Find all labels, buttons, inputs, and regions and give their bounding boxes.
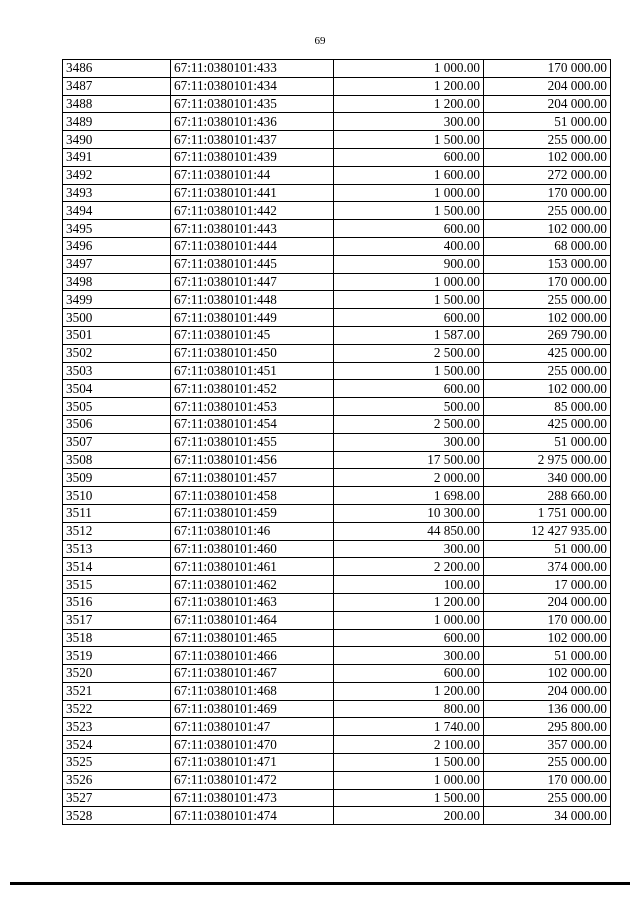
cadastral-value-cell: 102 000.00 xyxy=(484,380,611,398)
row-number-cell: 3528 xyxy=(63,807,171,825)
area-cell: 1 500.00 xyxy=(334,291,484,309)
table-row xyxy=(63,469,611,487)
cadastral-value-cell: 1 751 000.00 xyxy=(484,504,611,522)
cadastral-number-cell: 67:11:0380101:459 xyxy=(171,504,334,522)
table-row xyxy=(63,184,611,202)
row-number-cell: 3520 xyxy=(63,665,171,683)
area-cell: 2 100.00 xyxy=(334,736,484,754)
area-cell: 2 500.00 xyxy=(334,415,484,433)
area-cell: 1 500.00 xyxy=(334,131,484,149)
area-cell: 1 500.00 xyxy=(334,362,484,380)
area-cell: 1 200.00 xyxy=(334,95,484,113)
cadastral-number-cell: 67:11:0380101:436 xyxy=(171,113,334,131)
area-cell: 44 850.00 xyxy=(334,522,484,540)
cadastral-number-cell: 67:11:0380101:437 xyxy=(171,131,334,149)
row-number-cell: 3511 xyxy=(63,504,171,522)
row-number-cell: 3518 xyxy=(63,629,171,647)
row-number-cell: 3494 xyxy=(63,202,171,220)
row-number-cell: 3503 xyxy=(63,362,171,380)
area-cell: 600.00 xyxy=(334,380,484,398)
table-row xyxy=(63,309,611,327)
table-row xyxy=(63,273,611,291)
cadastral-number-cell: 67:11:0380101:466 xyxy=(171,647,334,665)
area-cell: 2 200.00 xyxy=(334,558,484,576)
row-number-cell: 3521 xyxy=(63,682,171,700)
cadastral-number-cell: 67:11:0380101:474 xyxy=(171,807,334,825)
cadastral-number-cell: 67:11:0380101:458 xyxy=(171,487,334,505)
row-number-cell: 3500 xyxy=(63,309,171,327)
cadastral-value-cell: 85 000.00 xyxy=(484,398,611,416)
cadastral-number-cell: 67:11:0380101:453 xyxy=(171,398,334,416)
table-row xyxy=(63,202,611,220)
cadastral-value-cell: 170 000.00 xyxy=(484,184,611,202)
table-row xyxy=(63,754,611,772)
row-number-cell: 3527 xyxy=(63,789,171,807)
row-number-cell: 3504 xyxy=(63,380,171,398)
cadastral-value-cell: 170 000.00 xyxy=(484,611,611,629)
cadastral-number-cell: 67:11:0380101:468 xyxy=(171,682,334,700)
table-row xyxy=(63,326,611,344)
area-cell: 1 740.00 xyxy=(334,718,484,736)
row-number-cell: 3492 xyxy=(63,166,171,184)
row-number-cell: 3508 xyxy=(63,451,171,469)
area-cell: 600.00 xyxy=(334,220,484,238)
cadastral-number-cell: 67:11:0380101:47 xyxy=(171,718,334,736)
area-cell: 800.00 xyxy=(334,700,484,718)
cadastral-value-cell: 51 000.00 xyxy=(484,647,611,665)
cadastral-value-cell: 153 000.00 xyxy=(484,255,611,273)
row-number-cell: 3512 xyxy=(63,522,171,540)
cadastral-value-cell: 17 000.00 xyxy=(484,576,611,594)
cadastral-number-cell: 67:11:0380101:45 xyxy=(171,326,334,344)
cadastral-value-cell: 255 000.00 xyxy=(484,291,611,309)
cadastral-number-cell: 67:11:0380101:454 xyxy=(171,415,334,433)
row-number-cell: 3490 xyxy=(63,131,171,149)
row-number-cell: 3495 xyxy=(63,220,171,238)
area-cell: 600.00 xyxy=(334,665,484,683)
table-row xyxy=(63,77,611,95)
cadastral-number-cell: 67:11:0380101:439 xyxy=(171,148,334,166)
table-row xyxy=(63,398,611,416)
cadastral-value-cell: 68 000.00 xyxy=(484,237,611,255)
row-number-cell: 3502 xyxy=(63,344,171,362)
table-row xyxy=(63,433,611,451)
cadastral-value-cell: 204 000.00 xyxy=(484,77,611,95)
cadastral-value-cell: 295 800.00 xyxy=(484,718,611,736)
area-cell: 1 698.00 xyxy=(334,487,484,505)
table-row xyxy=(63,629,611,647)
cadastral-value-cell: 425 000.00 xyxy=(484,415,611,433)
cadastral-number-cell: 67:11:0380101:471 xyxy=(171,754,334,772)
table-row xyxy=(63,771,611,789)
cadastral-number-cell: 67:11:0380101:461 xyxy=(171,558,334,576)
table-row xyxy=(63,718,611,736)
cadastral-number-cell: 67:11:0380101:435 xyxy=(171,95,334,113)
cadastral-value-cell: 288 660.00 xyxy=(484,487,611,505)
table-row xyxy=(63,148,611,166)
cadastral-number-cell: 67:11:0380101:452 xyxy=(171,380,334,398)
cadastral-value-cell: 51 000.00 xyxy=(484,433,611,451)
cadastral-number-cell: 67:11:0380101:472 xyxy=(171,771,334,789)
area-cell: 500.00 xyxy=(334,398,484,416)
row-number-cell: 3519 xyxy=(63,647,171,665)
row-number-cell: 3514 xyxy=(63,558,171,576)
table-row xyxy=(63,558,611,576)
row-number-cell: 3498 xyxy=(63,273,171,291)
table-row xyxy=(63,380,611,398)
cadastral-number-cell: 67:11:0380101:46 xyxy=(171,522,334,540)
table-row xyxy=(63,593,611,611)
cadastral-number-cell: 67:11:0380101:449 xyxy=(171,309,334,327)
cadastral-number-cell: 67:11:0380101:434 xyxy=(171,77,334,95)
row-number-cell: 3517 xyxy=(63,611,171,629)
cadastral-number-cell: 67:11:0380101:457 xyxy=(171,469,334,487)
table-body xyxy=(63,60,611,825)
cadastral-number-cell: 67:11:0380101:433 xyxy=(171,60,334,78)
area-cell: 17 500.00 xyxy=(334,451,484,469)
row-number-cell: 3496 xyxy=(63,237,171,255)
area-cell: 1 000.00 xyxy=(334,611,484,629)
land-registry-table xyxy=(62,59,611,825)
area-cell: 1 500.00 xyxy=(334,789,484,807)
cadastral-number-cell: 67:11:0380101:448 xyxy=(171,291,334,309)
area-cell: 1 000.00 xyxy=(334,60,484,78)
cadastral-value-cell: 170 000.00 xyxy=(484,771,611,789)
cadastral-number-cell: 67:11:0380101:442 xyxy=(171,202,334,220)
table-row xyxy=(63,611,611,629)
table-row xyxy=(63,736,611,754)
area-cell: 1 500.00 xyxy=(334,754,484,772)
cadastral-value-cell: 204 000.00 xyxy=(484,593,611,611)
table-row xyxy=(63,647,611,665)
cadastral-number-cell: 67:11:0380101:455 xyxy=(171,433,334,451)
area-cell: 1 500.00 xyxy=(334,202,484,220)
row-number-cell: 3513 xyxy=(63,540,171,558)
table-row xyxy=(63,166,611,184)
table-row xyxy=(63,700,611,718)
cadastral-number-cell: 67:11:0380101:443 xyxy=(171,220,334,238)
cadastral-value-cell: 102 000.00 xyxy=(484,220,611,238)
cadastral-value-cell: 51 000.00 xyxy=(484,540,611,558)
cadastral-value-cell: 357 000.00 xyxy=(484,736,611,754)
table-row xyxy=(63,344,611,362)
cadastral-number-cell: 67:11:0380101:465 xyxy=(171,629,334,647)
cadastral-value-cell: 255 000.00 xyxy=(484,789,611,807)
area-cell: 600.00 xyxy=(334,629,484,647)
area-cell: 2 000.00 xyxy=(334,469,484,487)
cadastral-number-cell: 67:11:0380101:460 xyxy=(171,540,334,558)
cadastral-number-cell: 67:11:0380101:444 xyxy=(171,237,334,255)
row-number-cell: 3523 xyxy=(63,718,171,736)
cadastral-number-cell: 67:11:0380101:445 xyxy=(171,255,334,273)
cadastral-value-cell: 102 000.00 xyxy=(484,309,611,327)
cadastral-number-cell: 67:11:0380101:469 xyxy=(171,700,334,718)
cadastral-value-cell: 51 000.00 xyxy=(484,113,611,131)
area-cell: 900.00 xyxy=(334,255,484,273)
cadastral-value-cell: 102 000.00 xyxy=(484,665,611,683)
cadastral-value-cell: 102 000.00 xyxy=(484,629,611,647)
cadastral-number-cell: 67:11:0380101:473 xyxy=(171,789,334,807)
area-cell: 400.00 xyxy=(334,237,484,255)
table-row xyxy=(63,665,611,683)
row-number-cell: 3506 xyxy=(63,415,171,433)
row-number-cell: 3510 xyxy=(63,487,171,505)
page-number: 69 xyxy=(314,35,326,47)
row-number-cell: 3488 xyxy=(63,95,171,113)
area-cell: 300.00 xyxy=(334,647,484,665)
cadastral-value-cell: 374 000.00 xyxy=(484,558,611,576)
cadastral-number-cell: 67:11:0380101:470 xyxy=(171,736,334,754)
cadastral-number-cell: 67:11:0380101:447 xyxy=(171,273,334,291)
area-cell: 200.00 xyxy=(334,807,484,825)
table-row xyxy=(63,522,611,540)
cadastral-number-cell: 67:11:0380101:467 xyxy=(171,665,334,683)
area-cell: 300.00 xyxy=(334,113,484,131)
row-number-cell: 3501 xyxy=(63,326,171,344)
table-row xyxy=(63,291,611,309)
cadastral-value-cell: 170 000.00 xyxy=(484,60,611,78)
cadastral-value-cell: 34 000.00 xyxy=(484,807,611,825)
cadastral-value-cell: 272 000.00 xyxy=(484,166,611,184)
row-number-cell: 3516 xyxy=(63,593,171,611)
cadastral-number-cell: 67:11:0380101:464 xyxy=(171,611,334,629)
area-cell: 300.00 xyxy=(334,433,484,451)
area-cell: 1 000.00 xyxy=(334,184,484,202)
table-row xyxy=(63,451,611,469)
table-row xyxy=(63,131,611,149)
row-number-cell: 3507 xyxy=(63,433,171,451)
row-number-cell: 3522 xyxy=(63,700,171,718)
row-number-cell: 3526 xyxy=(63,771,171,789)
table-row xyxy=(63,682,611,700)
table-row xyxy=(63,220,611,238)
table-row xyxy=(63,60,611,78)
area-cell: 1 000.00 xyxy=(334,771,484,789)
table-row xyxy=(63,113,611,131)
area-cell: 600.00 xyxy=(334,309,484,327)
cadastral-value-cell: 170 000.00 xyxy=(484,273,611,291)
row-number-cell: 3497 xyxy=(63,255,171,273)
row-number-cell: 3509 xyxy=(63,469,171,487)
cadastral-value-cell: 340 000.00 xyxy=(484,469,611,487)
table-row xyxy=(63,362,611,380)
table-row xyxy=(63,540,611,558)
row-number-cell: 3524 xyxy=(63,736,171,754)
cadastral-value-cell: 204 000.00 xyxy=(484,95,611,113)
bottom-rule xyxy=(10,882,630,885)
table-row xyxy=(63,789,611,807)
area-cell: 1 200.00 xyxy=(334,77,484,95)
area-cell: 1 600.00 xyxy=(334,166,484,184)
table-row xyxy=(63,415,611,433)
area-cell: 1 587.00 xyxy=(334,326,484,344)
row-number-cell: 3525 xyxy=(63,754,171,772)
cadastral-number-cell: 67:11:0380101:462 xyxy=(171,576,334,594)
cadastral-value-cell: 204 000.00 xyxy=(484,682,611,700)
row-number-cell: 3487 xyxy=(63,77,171,95)
cadastral-value-cell: 136 000.00 xyxy=(484,700,611,718)
cadastral-value-cell: 269 790.00 xyxy=(484,326,611,344)
area-cell: 1 200.00 xyxy=(334,593,484,611)
table-row xyxy=(63,504,611,522)
cadastral-value-cell: 255 000.00 xyxy=(484,362,611,380)
cadastral-value-cell: 425 000.00 xyxy=(484,344,611,362)
area-cell: 100.00 xyxy=(334,576,484,594)
row-number-cell: 3489 xyxy=(63,113,171,131)
area-cell: 300.00 xyxy=(334,540,484,558)
cadastral-number-cell: 67:11:0380101:451 xyxy=(171,362,334,380)
area-cell: 10 300.00 xyxy=(334,504,484,522)
table-row xyxy=(63,576,611,594)
table-row xyxy=(63,255,611,273)
row-number-cell: 3493 xyxy=(63,184,171,202)
cadastral-value-cell: 2 975 000.00 xyxy=(484,451,611,469)
cadastral-number-cell: 67:11:0380101:463 xyxy=(171,593,334,611)
area-cell: 1 000.00 xyxy=(334,273,484,291)
table-row xyxy=(63,807,611,825)
table-row xyxy=(63,95,611,113)
row-number-cell: 3515 xyxy=(63,576,171,594)
table-row xyxy=(63,487,611,505)
area-cell: 1 200.00 xyxy=(334,682,484,700)
cadastral-value-cell: 12 427 935.00 xyxy=(484,522,611,540)
cadastral-value-cell: 102 000.00 xyxy=(484,148,611,166)
row-number-cell: 3486 xyxy=(63,60,171,78)
cadastral-number-cell: 67:11:0380101:456 xyxy=(171,451,334,469)
cadastral-value-cell: 255 000.00 xyxy=(484,202,611,220)
cadastral-number-cell: 67:11:0380101:441 xyxy=(171,184,334,202)
cadastral-number-cell: 67:11:0380101:44 xyxy=(171,166,334,184)
row-number-cell: 3499 xyxy=(63,291,171,309)
area-cell: 2 500.00 xyxy=(334,344,484,362)
area-cell: 600.00 xyxy=(334,148,484,166)
row-number-cell: 3491 xyxy=(63,148,171,166)
cadastral-number-cell: 67:11:0380101:450 xyxy=(171,344,334,362)
row-number-cell: 3505 xyxy=(63,398,171,416)
cadastral-value-cell: 255 000.00 xyxy=(484,131,611,149)
cadastral-value-cell: 255 000.00 xyxy=(484,754,611,772)
table-row xyxy=(63,237,611,255)
